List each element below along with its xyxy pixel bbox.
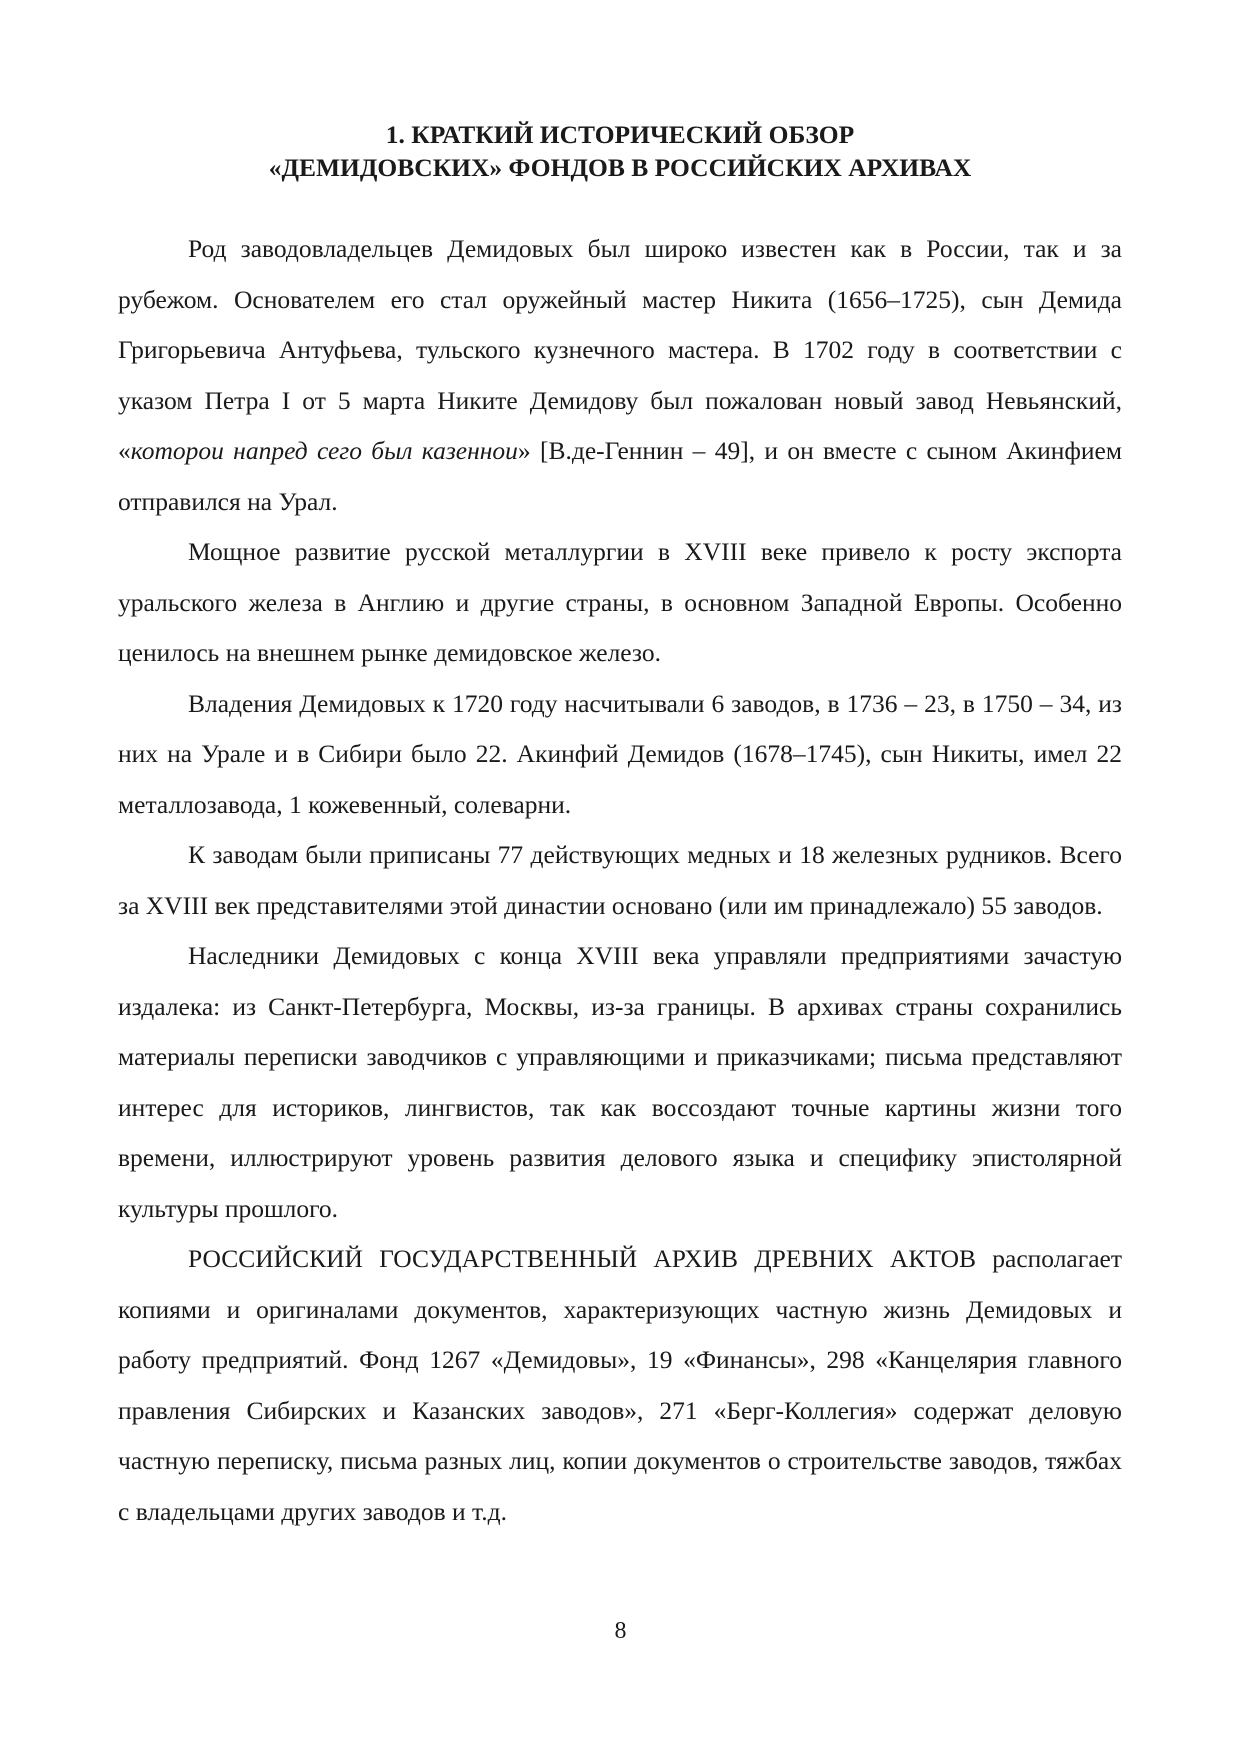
paragraph-2: Мощное развитие русской металлургии в XVIII веке привело к росту экспорта уральского железа в Англию и другие страны, в основном Западной Европы. Особенно ценилось на внешнем рынке демидовское железо. bbox=[118, 537, 1122, 667]
document-page bbox=[118, 118, 1122, 1537]
paragraph-1-text-a: Род заводовладельцев Демидовых был широко известен как в России, так и за рубежом. Основателем его стал оружейный мастер Никита (1656–1725), сын Демида Григорьевича Антуфьева, тульского кузнечного мастера. В 1702 году в соответствии с указом Петра I от 5 марта Никите Демидову был пожалован новый завод Невьянский, « bbox=[118, 234, 1122, 465]
heading-line-1: 1. КРАТКИЙ ИСТОРИЧЕСКИЙ ОБЗОР bbox=[385, 120, 855, 149]
chapter-heading bbox=[118, 118, 1122, 184]
paragraph-1-text-b: » [В.де-Геннин – 49], и он вместе с сыном Акинфием отправился на Урал. bbox=[118, 436, 1122, 516]
paragraph-3: Владения Демидовых к 1720 году насчитывали 6 заводов, в 1736 – 23, в 1750 – 34, из них на Урале и в Сибири было 22. Акинфий Демидов (1678–1745), сын Никиты, имел 22 металлозавода, 1 кожевенный, солеварни. bbox=[118, 688, 1122, 819]
paragraph-4: К заводам были приписаны 77 действующих медных и 18 железных рудников. Всего за XVIII век представителями этой династии основано (или им принадлежало) 55 заводов. bbox=[118, 840, 1122, 920]
page-number: 8 bbox=[614, 1618, 627, 1644]
heading-line-2: «ДЕМИДОВСКИХ» ФОНДОВ В РОССИЙСКИХ АРХИВАХ bbox=[268, 153, 972, 182]
paragraph-1 bbox=[118, 224, 1122, 527]
paragraph-6: РОССИЙСКИЙ ГОСУДАРСТВЕННЫЙ АРХИВ ДРЕВНИХ АКТОВ располагает копиями и оригиналами документов, характеризующих частную жизнь Демидовых и работу предприятий. Фонд 1267 «Демидовы», 19 «Финансы», 298 «Канцелярия главного правления Сибирских и Казанских заводов», 271 «Берг-Коллегия» содержат деловую частную переписку, письма разных лиц, копии документов о строительстве заводов, тяжбах с владельцами других заводов и т.д. bbox=[118, 1244, 1122, 1526]
paragraph-5: Наследники Демидовых с конца XVIII века управляли предприятиями зачастую издалека: из Санкт-Петербурга, Москвы, из-за границы. В архивах страны сохранились материалы переписки заводчиков с управляющими и приказчиками; письма представляют интерес для историков, лингвистов, так как воссоздают точные картины жизни того времени, иллюстрируют уровень развития делового языка и специфику эпистолярной культуры прошлого. bbox=[118, 941, 1122, 1223]
paragraph-1-quote-italic: которои напред сего был казеннои bbox=[130, 436, 518, 465]
